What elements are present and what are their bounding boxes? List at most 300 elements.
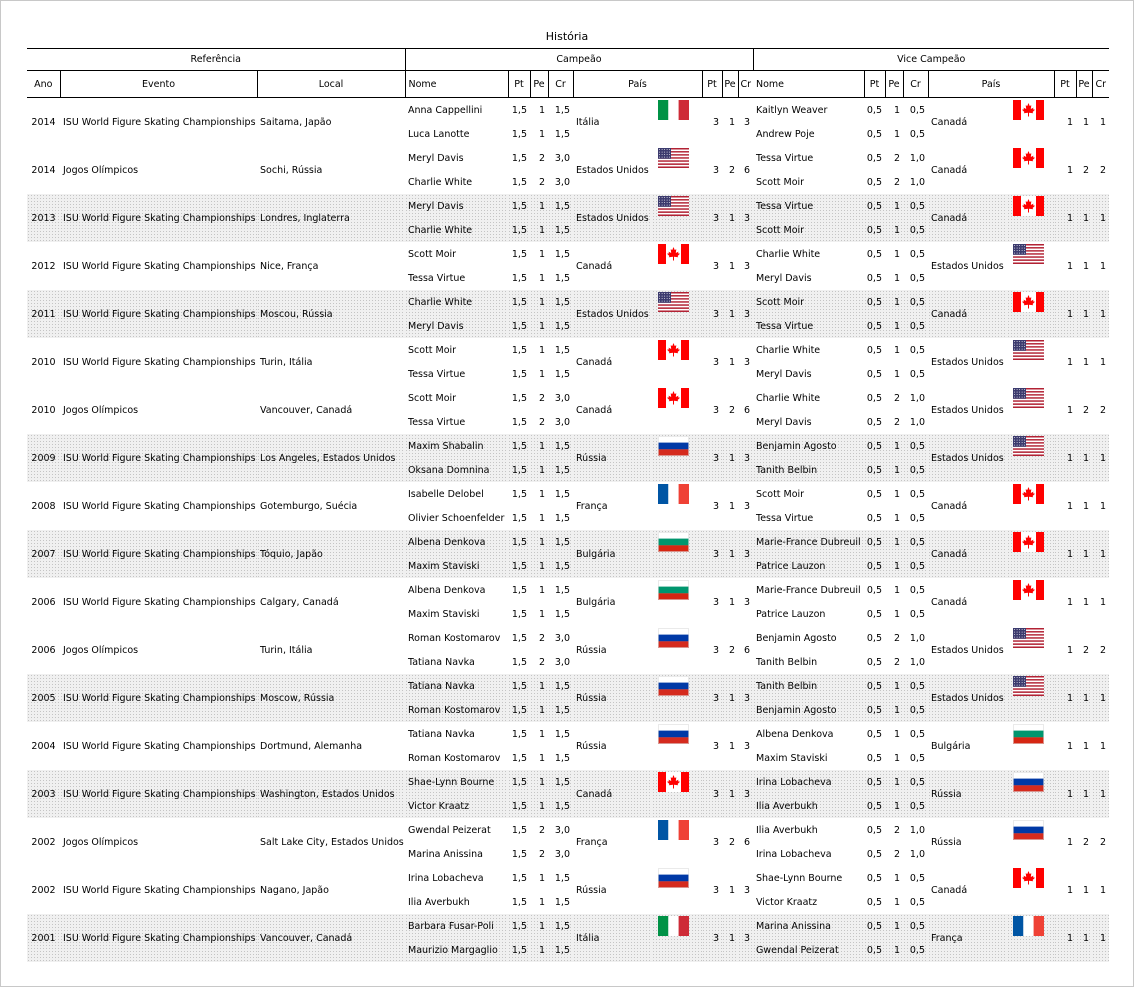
champ-skater-name: Roman Kostomarov bbox=[408, 632, 501, 644]
champ-country-cr: 3 bbox=[738, 914, 753, 962]
vice-skater-name: Ilia Averbukh bbox=[753, 794, 864, 818]
vice-skater-name: Scott Moir bbox=[756, 488, 805, 500]
champ-skater-pt: 1,5 bbox=[508, 218, 530, 242]
vice-skater-pe: 1 bbox=[893, 488, 900, 500]
vice-skater-name: Marina Anissina bbox=[753, 914, 864, 938]
vice-skater-pe: 1 bbox=[885, 674, 903, 698]
champ-skater-pt: 1,5 bbox=[508, 674, 530, 698]
russia-flag-icon bbox=[1013, 772, 1044, 792]
vice-country-cr: 1 bbox=[1099, 260, 1106, 272]
vice-skater-name: Charlie White bbox=[756, 392, 821, 404]
vice-country-name: Canadá bbox=[928, 194, 1007, 242]
champ-skater-pt: 1,5 bbox=[511, 248, 527, 260]
vice-country-pt: 1 bbox=[1066, 260, 1073, 272]
vice-skater-pe: 1 bbox=[893, 896, 900, 908]
champ-skater-cr: 3,0 bbox=[554, 416, 570, 428]
vice-country-pt: 1 bbox=[1066, 356, 1073, 368]
champ-country-pe: 1 bbox=[722, 530, 738, 578]
vice-skater-pt: 0,5 bbox=[864, 530, 885, 554]
vice-country-name: Canadá bbox=[931, 116, 968, 128]
vice-country-name: Canadá bbox=[928, 290, 1007, 338]
champ-skater-pt: 1,5 bbox=[511, 128, 527, 140]
vice-country-cr: 1 bbox=[1092, 674, 1109, 722]
vice-country-name: Canadá bbox=[931, 596, 968, 608]
champ-country-pt: 3 bbox=[712, 740, 719, 752]
champ-skater-pt: 1,5 bbox=[511, 848, 527, 860]
vice-skater-name: Scott Moir bbox=[753, 218, 864, 242]
vice-country-name: Canadá bbox=[931, 884, 968, 896]
champ-country-flag bbox=[652, 626, 702, 674]
champ-skater-cr: 1,5 bbox=[554, 272, 570, 284]
group-vice: Vice Campeão bbox=[753, 49, 1109, 71]
vice-skater-name: Albena Denkova bbox=[756, 728, 834, 740]
champ-skater-pe: 1 bbox=[530, 770, 548, 794]
champ-skater-pe: 1 bbox=[538, 584, 545, 596]
col-champ-pais: País bbox=[573, 71, 702, 98]
location-cell: Gotemburgo, Suécia bbox=[260, 500, 358, 512]
canada-flag-icon bbox=[1013, 148, 1044, 168]
table-body bbox=[27, 98, 1109, 963]
vice-skater-name: Tessa Virtue bbox=[753, 194, 864, 218]
location-cell: Turin, Itália bbox=[260, 356, 313, 368]
vice-skater-pt: 0,5 bbox=[866, 368, 882, 380]
champ-country-pe: 2 bbox=[728, 836, 735, 848]
vice-skater-pe: 1 bbox=[885, 314, 903, 338]
vice-country-flag bbox=[1007, 530, 1054, 578]
year-cell: 2008 bbox=[31, 500, 56, 512]
champ-country-flag bbox=[652, 338, 702, 386]
vice-country-pe: 2 bbox=[1082, 404, 1089, 416]
event-cell: ISU World Figure Skating Championships bbox=[60, 290, 257, 338]
champ-skater-pt: 1,5 bbox=[508, 770, 530, 794]
champ-skater-name: Charlie White bbox=[408, 176, 473, 188]
champ-country-name: Itália bbox=[576, 116, 600, 128]
vice-country-flag bbox=[1007, 770, 1054, 818]
location-cell: Vancouver, Canadá bbox=[257, 914, 405, 962]
vice-skater-cr: 1,0 bbox=[909, 632, 925, 644]
vice-skater-cr: 1,0 bbox=[909, 176, 925, 188]
champ-skater-pe: 1 bbox=[530, 218, 548, 242]
event-cell: ISU World Figure Skating Championships bbox=[63, 116, 256, 128]
vice-country-pe: 1 bbox=[1076, 530, 1092, 578]
vice-country-name: Rússia bbox=[928, 770, 1007, 818]
vice-skater-pt: 0,5 bbox=[864, 434, 885, 458]
champ-country-flag bbox=[652, 818, 702, 866]
champ-skater-cr: 1,5 bbox=[554, 248, 570, 260]
bulgaria-flag-icon bbox=[658, 532, 689, 552]
champ-skater-pe: 1 bbox=[530, 554, 548, 578]
champ-country-pe: 1 bbox=[728, 884, 735, 896]
champ-skater-cr: 1,5 bbox=[554, 608, 570, 620]
group-campeao: Campeão bbox=[405, 49, 753, 71]
champ-skater-cr: 1,5 bbox=[554, 344, 570, 356]
vice-country-pt: 1 bbox=[1054, 434, 1076, 482]
vice-country-pt: 1 bbox=[1066, 644, 1073, 656]
champ-country-pe: 2 bbox=[728, 164, 735, 176]
vice-country-pe: 1 bbox=[1076, 674, 1092, 722]
col-champ-pais-pt: Pt bbox=[702, 71, 722, 98]
vice-skater-pt: 0,5 bbox=[866, 392, 882, 404]
vice-country-pt: 1 bbox=[1054, 530, 1076, 578]
champ-skater-pt: 1,5 bbox=[508, 914, 530, 938]
champ-country-flag bbox=[652, 482, 702, 530]
champ-skater-pt: 1,5 bbox=[511, 392, 527, 404]
champ-skater-pe: 2 bbox=[538, 824, 545, 836]
vice-skater-cr: 1,0 bbox=[909, 416, 925, 428]
col-champ-nome: Nome bbox=[405, 71, 508, 98]
vice-country-pe: 2 bbox=[1082, 164, 1089, 176]
vice-skater-pt: 0,5 bbox=[864, 770, 885, 794]
location-cell: Londres, Inglaterra bbox=[257, 194, 405, 242]
champ-skater-name: Tatiana Navka bbox=[408, 728, 475, 740]
champ-skater-pe: 1 bbox=[538, 872, 545, 884]
champ-country-flag bbox=[652, 578, 702, 626]
vice-skater-pt: 0,5 bbox=[866, 176, 882, 188]
champ-skater-cr: 1,5 bbox=[554, 728, 570, 740]
vice-skater-pt: 0,5 bbox=[866, 824, 882, 836]
vice-country-flag bbox=[1007, 434, 1054, 482]
vice-country-pt: 1 bbox=[1066, 164, 1073, 176]
vice-skater-pe: 2 bbox=[893, 176, 900, 188]
champ-skater-cr: 3,0 bbox=[554, 824, 570, 836]
vice-country-flag bbox=[1007, 578, 1054, 626]
champ-skater-cr: 1,5 bbox=[554, 752, 570, 764]
vice-skater-name: Irina Lobacheva bbox=[756, 848, 832, 860]
champ-skater-cr: 1,5 bbox=[548, 458, 573, 482]
vice-skater-name: Benjamin Agosto bbox=[753, 698, 864, 722]
vice-country-flag bbox=[1007, 626, 1054, 674]
champ-country-flag bbox=[652, 530, 702, 578]
vice-country-cr: 2 bbox=[1099, 836, 1106, 848]
champ-skater-pe: 1 bbox=[538, 344, 545, 356]
vice-skater-pt: 0,5 bbox=[866, 128, 882, 140]
vice-country-flag bbox=[1007, 146, 1054, 194]
location-cell: Nice, França bbox=[260, 260, 319, 272]
vice-skater-name: Scott Moir bbox=[753, 290, 864, 314]
champ-skater-cr: 3,0 bbox=[554, 176, 570, 188]
champ-country-pt: 3 bbox=[712, 596, 719, 608]
vice-skater-name: Gwendal Peizerat bbox=[753, 938, 864, 962]
champ-skater-cr: 3,0 bbox=[554, 848, 570, 860]
champ-country-pt: 3 bbox=[702, 674, 722, 722]
vice-skater-cr: 0,5 bbox=[909, 752, 925, 764]
champ-skater-pe: 1 bbox=[530, 314, 548, 338]
russia-flag-icon bbox=[1013, 820, 1044, 840]
vice-country-name: França bbox=[928, 914, 1007, 962]
champ-skater-pe: 1 bbox=[538, 368, 545, 380]
champ-skater-name: Roman Kostomarov bbox=[408, 752, 501, 764]
champ-country-cr: 3 bbox=[738, 770, 753, 818]
champ-skater-pt: 1,5 bbox=[511, 344, 527, 356]
champ-country-flag bbox=[652, 674, 702, 722]
champ-country-flag bbox=[652, 98, 702, 147]
col-local: Local bbox=[257, 71, 405, 98]
champ-country-cr: 3 bbox=[738, 194, 753, 242]
location-cell: Washington, Estados Unidos bbox=[257, 770, 405, 818]
vice-skater-name: Marie-France Dubreuil bbox=[753, 530, 864, 554]
champ-country-cr: 3 bbox=[743, 500, 750, 512]
canada-flag-icon bbox=[1013, 484, 1044, 504]
champ-skater-cr: 1,5 bbox=[554, 872, 570, 884]
canada-flag-icon bbox=[658, 388, 689, 408]
champ-skater-name: Maurizio Margaglio bbox=[405, 938, 508, 962]
champ-country-flag bbox=[652, 242, 702, 290]
vice-country-name: Estados Unidos bbox=[928, 674, 1007, 722]
year-cell: 2006 bbox=[31, 596, 56, 608]
vice-country-pt: 1 bbox=[1054, 674, 1076, 722]
champ-country-flag bbox=[652, 194, 702, 242]
vice-skater-pe: 1 bbox=[885, 914, 903, 938]
champ-skater-pe: 1 bbox=[530, 290, 548, 314]
champ-skater-name: Oksana Domnina bbox=[405, 458, 508, 482]
location-cell: Dortmund, Alemanha bbox=[260, 740, 363, 752]
vice-country-pe: 1 bbox=[1082, 260, 1089, 272]
vice-country-flag bbox=[1007, 866, 1054, 914]
champ-skater-cr: 1,5 bbox=[548, 194, 573, 218]
vice-skater-pt: 0,5 bbox=[866, 728, 882, 740]
table-row bbox=[27, 722, 1109, 746]
champ-country-pt: 3 bbox=[702, 290, 722, 338]
vice-skater-cr: 0,5 bbox=[903, 938, 928, 962]
table-row bbox=[27, 818, 1109, 842]
champ-skater-name: Tessa Virtue bbox=[408, 416, 466, 428]
champ-country-pt: 3 bbox=[702, 434, 722, 482]
col-vice-pais: País bbox=[928, 71, 1054, 98]
champ-skater-pt: 1,5 bbox=[511, 728, 527, 740]
champ-skater-pt: 1,5 bbox=[511, 824, 527, 836]
vice-country-name: Canadá bbox=[928, 530, 1007, 578]
champ-skater-pt: 1,5 bbox=[508, 290, 530, 314]
champ-country-name: Estados Unidos bbox=[573, 290, 652, 338]
champ-skater-cr: 1,5 bbox=[548, 530, 573, 554]
champ-country-flag bbox=[652, 770, 702, 818]
vice-country-cr: 2 bbox=[1099, 644, 1106, 656]
champ-country-pe: 1 bbox=[728, 260, 735, 272]
vice-country-cr: 1 bbox=[1092, 290, 1109, 338]
vice-country-pt: 1 bbox=[1054, 290, 1076, 338]
table-row bbox=[27, 866, 1109, 890]
vice-skater-pe: 1 bbox=[893, 272, 900, 284]
champ-skater-cr: 1,5 bbox=[554, 896, 570, 908]
champ-country-pt: 3 bbox=[712, 260, 719, 272]
vice-country-name: Estados Unidos bbox=[928, 434, 1007, 482]
vice-country-pe: 1 bbox=[1076, 434, 1092, 482]
champ-country-cr: 3 bbox=[738, 530, 753, 578]
vice-skater-cr: 0,5 bbox=[909, 728, 925, 740]
champ-skater-cr: 1,5 bbox=[548, 914, 573, 938]
vice-skater-name: Tessa Virtue bbox=[753, 314, 864, 338]
champ-skater-pt: 1,5 bbox=[508, 698, 530, 722]
vice-country-flag bbox=[1007, 674, 1054, 722]
vice-skater-name: Tanith Belbin bbox=[756, 656, 818, 668]
champ-skater-cr: 1,5 bbox=[554, 584, 570, 596]
vice-skater-pt: 0,5 bbox=[866, 896, 882, 908]
vice-skater-pt: 0,5 bbox=[866, 632, 882, 644]
vice-skater-cr: 1,0 bbox=[909, 824, 925, 836]
champ-skater-pt: 1,5 bbox=[511, 632, 527, 644]
champ-country-pt: 3 bbox=[702, 194, 722, 242]
vice-skater-pe: 1 bbox=[893, 512, 900, 524]
champ-skater-pt: 1,5 bbox=[511, 896, 527, 908]
vice-skater-pe: 1 bbox=[893, 728, 900, 740]
vice-skater-pt: 0,5 bbox=[866, 104, 882, 116]
vice-skater-pt: 0,5 bbox=[864, 938, 885, 962]
champ-skater-pt: 1,5 bbox=[508, 794, 530, 818]
champ-skater-name: Isabelle Delobel bbox=[408, 488, 484, 500]
champ-country-cr: 3 bbox=[743, 260, 750, 272]
vice-skater-cr: 0,5 bbox=[903, 770, 928, 794]
vice-country-cr: 1 bbox=[1092, 194, 1109, 242]
vice-country-name: Canadá bbox=[931, 164, 968, 176]
usa-flag-icon bbox=[1013, 244, 1044, 264]
vice-skater-pt: 0,5 bbox=[866, 872, 882, 884]
champ-skater-name: Maxim Shabalin bbox=[405, 434, 508, 458]
champ-skater-pe: 1 bbox=[538, 752, 545, 764]
event-cell: ISU World Figure Skating Championships bbox=[63, 596, 256, 608]
vice-skater-name: Kaitlyn Weaver bbox=[756, 104, 828, 116]
col-champ-cr: Cr bbox=[548, 71, 573, 98]
franca-flag-icon bbox=[658, 484, 689, 504]
vice-skater-cr: 0,5 bbox=[909, 896, 925, 908]
col-champ-pais-cr: Cr bbox=[738, 71, 753, 98]
champ-skater-name: Maxim Staviski bbox=[408, 608, 480, 620]
vice-skater-pt: 0,5 bbox=[864, 554, 885, 578]
champ-country-flag bbox=[652, 722, 702, 770]
vice-skater-cr: 0,5 bbox=[903, 914, 928, 938]
group-referencia: Referência bbox=[27, 49, 405, 71]
event-cell: Jogos Olímpicos bbox=[63, 164, 139, 176]
champ-country-pt: 3 bbox=[712, 836, 719, 848]
vice-country-flag bbox=[1007, 242, 1054, 290]
vice-skater-cr: 0,5 bbox=[909, 512, 925, 524]
vice-skater-pt: 0,5 bbox=[866, 152, 882, 164]
champ-skater-pe: 2 bbox=[538, 176, 545, 188]
vice-skater-name: Benjamin Agosto bbox=[756, 632, 837, 644]
champ-skater-cr: 1,5 bbox=[548, 434, 573, 458]
champ-country-cr: 3 bbox=[743, 356, 750, 368]
vice-skater-name: Scott Moir bbox=[756, 176, 805, 188]
vice-skater-pt: 0,5 bbox=[864, 218, 885, 242]
table-row bbox=[27, 914, 1109, 938]
vice-skater-pt: 0,5 bbox=[864, 290, 885, 314]
vice-country-name: Estados Unidos bbox=[931, 356, 1004, 368]
champ-skater-name: Scott Moir bbox=[408, 344, 457, 356]
champ-skater-pe: 1 bbox=[530, 914, 548, 938]
event-cell: ISU World Figure Skating Championships bbox=[60, 770, 257, 818]
champ-skater-pe: 2 bbox=[538, 848, 545, 860]
vice-skater-pt: 0,5 bbox=[866, 512, 882, 524]
vice-skater-pt: 0,5 bbox=[866, 248, 882, 260]
event-cell: ISU World Figure Skating Championships bbox=[60, 194, 257, 242]
champ-country-pe: 1 bbox=[728, 116, 735, 128]
vice-skater-cr: 0,5 bbox=[909, 104, 925, 116]
vice-skater-cr: 0,5 bbox=[903, 674, 928, 698]
champ-skater-name: Albena Denkova bbox=[408, 584, 486, 596]
event-cell: ISU World Figure Skating Championships bbox=[60, 674, 257, 722]
table-row bbox=[27, 146, 1109, 170]
champ-skater-cr: 3,0 bbox=[554, 656, 570, 668]
vice-country-cr: 1 bbox=[1099, 356, 1106, 368]
champ-skater-pe: 1 bbox=[538, 248, 545, 260]
year-cell: 2003 bbox=[27, 770, 60, 818]
event-cell: ISU World Figure Skating Championships bbox=[63, 740, 256, 752]
champ-country-pe: 1 bbox=[722, 914, 738, 962]
event-cell: ISU World Figure Skating Championships bbox=[60, 530, 257, 578]
champ-country-cr: 6 bbox=[743, 404, 750, 416]
vice-country-pe: 1 bbox=[1076, 914, 1092, 962]
champ-skater-name: Scott Moir bbox=[408, 392, 457, 404]
champ-skater-pe: 2 bbox=[538, 392, 545, 404]
vice-skater-name: Tanith Belbin bbox=[753, 458, 864, 482]
vice-skater-pt: 0,5 bbox=[866, 656, 882, 668]
champ-skater-pe: 1 bbox=[538, 272, 545, 284]
vice-country-name: Estados Unidos bbox=[931, 644, 1004, 656]
vice-skater-cr: 0,5 bbox=[903, 530, 928, 554]
vice-country-pt: 1 bbox=[1066, 884, 1073, 896]
location-cell: Moscow, Rússia bbox=[257, 674, 405, 722]
vice-country-pt: 1 bbox=[1066, 116, 1073, 128]
vice-skater-cr: 0,5 bbox=[909, 872, 925, 884]
champ-skater-name: Tatiana Navka bbox=[408, 656, 475, 668]
vice-country-name: Bulgária bbox=[931, 740, 971, 752]
vice-country-pe: 2 bbox=[1082, 836, 1089, 848]
champ-country-pe: 1 bbox=[722, 434, 738, 482]
russia-flag-icon bbox=[658, 628, 689, 648]
vice-country-pt: 1 bbox=[1066, 596, 1073, 608]
canada-flag-icon bbox=[1013, 580, 1044, 600]
vice-skater-pt: 0,5 bbox=[866, 488, 882, 500]
canada-flag-icon bbox=[658, 340, 689, 360]
year-cell: 2010 bbox=[31, 404, 56, 416]
vice-skater-name: Patrice Lauzon bbox=[756, 608, 826, 620]
champ-skater-cr: 1,5 bbox=[548, 314, 573, 338]
vice-country-cr: 1 bbox=[1092, 914, 1109, 962]
canada-flag-icon bbox=[1013, 532, 1044, 552]
year-cell: 2012 bbox=[31, 260, 56, 272]
champ-country-cr: 3 bbox=[743, 596, 750, 608]
champ-skater-pt: 1,5 bbox=[511, 752, 527, 764]
champ-country-pt: 3 bbox=[712, 404, 719, 416]
vice-skater-pe: 1 bbox=[885, 794, 903, 818]
year-cell: 2007 bbox=[27, 530, 60, 578]
vice-country-flag bbox=[1007, 482, 1054, 530]
vice-skater-pe: 2 bbox=[893, 656, 900, 668]
vice-skater-cr: 0,5 bbox=[903, 434, 928, 458]
col-champ-pe: Pe bbox=[530, 71, 548, 98]
champ-country-name: Canadá bbox=[576, 356, 613, 368]
vice-skater-pe: 1 bbox=[885, 290, 903, 314]
event-cell: ISU World Figure Skating Championships bbox=[63, 356, 256, 368]
vice-skater-pe: 1 bbox=[893, 104, 900, 116]
champ-country-pt: 3 bbox=[702, 914, 722, 962]
champ-country-flag bbox=[652, 146, 702, 194]
champ-skater-pe: 1 bbox=[538, 896, 545, 908]
vice-skater-pt: 0,5 bbox=[866, 584, 882, 596]
vice-country-pt: 1 bbox=[1054, 914, 1076, 962]
champ-country-pe: 1 bbox=[722, 770, 738, 818]
vice-country-cr: 1 bbox=[1099, 116, 1106, 128]
champ-skater-pe: 2 bbox=[538, 416, 545, 428]
champ-skater-name: Barbara Fusar-Poli bbox=[405, 914, 508, 938]
champ-country-pt: 3 bbox=[712, 884, 719, 896]
col-vice-cr: Cr bbox=[903, 71, 928, 98]
vice-skater-cr: 0,5 bbox=[909, 344, 925, 356]
champ-skater-pe: 1 bbox=[538, 128, 545, 140]
russia-flag-icon bbox=[658, 676, 689, 696]
champ-skater-pt: 1,5 bbox=[511, 272, 527, 284]
vice-country-pt: 1 bbox=[1066, 740, 1073, 752]
champ-country-pt: 3 bbox=[712, 116, 719, 128]
